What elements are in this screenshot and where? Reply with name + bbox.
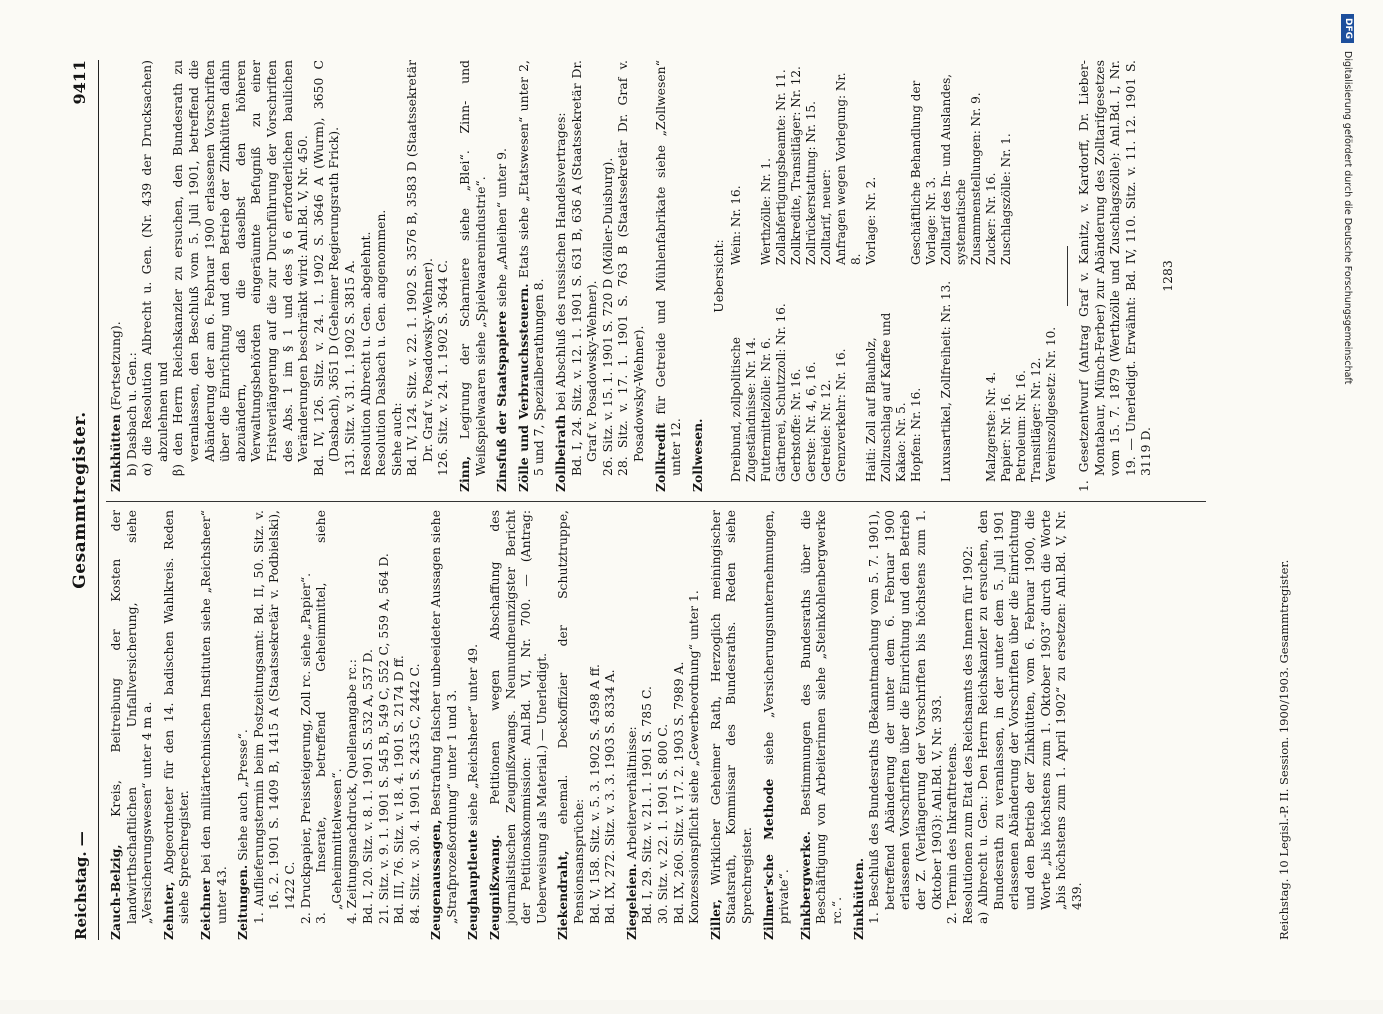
entry-text: Petitionen wegen Abschaffung des journalistischen Zeugnißzwangs. Neunundneunzigster Bericht der Petitionskommission: Anl.Bd. VI, Nr. 700. — (Antrag: Ueberweisung als Material.) — Unerledigt.: [487, 510, 549, 924]
right-entries: [108, 60, 705, 492]
overview-item: Zollrückerstattung: Nr. 15.: [803, 101, 818, 265]
right-entry: [516, 60, 547, 492]
overview-item: [1044, 60, 1059, 265]
overview-item: Zolltarif, neuer:: [818, 169, 833, 265]
right-entry: [690, 60, 706, 492]
entry-subitem: Bd. I, 29. Sitz. v. 21. 1. 1901 S. 785 C.: [639, 686, 655, 924]
entry-subitem: α) die Resolution Albrecht u. Gen. (Nr. 439 der Drucksachen) abzulehnen und: [139, 60, 170, 476]
entry-subitem: Resolutionen zum Etat des Reichsamts des Innern für 1902:: [959, 545, 975, 924]
entry-text: Siehe auch „Presse“.: [235, 729, 251, 861]
entry-keyword: Zinkhütten: [108, 414, 123, 492]
entry-keyword: Zeitungen.: [235, 864, 251, 940]
entry-subitem: 1. Beschluß des Bundesraths (Bekanntmachung vom 5. 7. 1901), betreffend Abänderung der unter dem 6. Februar 1900 erlassenen Vorschriften über die Einrichtung und den Betrieb der Z. (Verlängerung der Vorschriften bis höchstens zum 1. Oktober 1903): Anl.Bd. V, Nr. 393.: [866, 510, 944, 924]
overview-item: Papier: Nr. 16.: [998, 393, 1013, 482]
entry-keyword: Zollwesen.: [689, 418, 705, 492]
entry-subitem: β) den Herrn Reichskanzler zu ersuchen, den Bundesrath zu veranlassen, den Beschluß vom 5. Juli 1901, betreffend die Abänderung der am 6. Februar 1900 erlassenen Vorschriften über die Einrichtung und den Betrieb der Zinkhütten dahin abzuändern, daß die daselbst den höheren Verwaltungsbehörden eingeräumte Befugniß zu einer Fristverlängerung auf die zur Durchführung der Vorschriften des Abs. 1 im § 1 und des § 6 erforderlichen baulichen Veränderungen beschränkt wird: Anl.Bd. V, Nr. 450.: [170, 60, 311, 476]
entry-keyword: Zeugnißzwang.: [487, 834, 503, 940]
credit-text: Digitalisierung gefördert durch die Deutsche Forschungsgemeinschaft: [1342, 51, 1353, 385]
overview-item: Petroleum: Nr. 16.: [1013, 370, 1028, 482]
entry-subitem: Siehe auch:: [388, 402, 404, 476]
left-entry: [624, 510, 702, 940]
entry-keyword: Zehnter,: [160, 881, 176, 940]
left-entry: [708, 510, 755, 940]
entry-text: siehe „Reichsheer“ unter 49.: [465, 643, 481, 826]
overview-item: Anfragen wegen Vorlegung: Nr. 8.: [833, 72, 863, 265]
page-footer: Reichstag. 10 Legisl.-P. II. Session. 1900/1903. Gesammtregister.: [1277, 559, 1291, 940]
entry-keyword: Zinsfuß der Staatspapiere: [494, 311, 510, 492]
left-entry: [465, 510, 481, 940]
entry-keyword: Zillmer'sche Methode: [760, 778, 776, 940]
entry-subitem: a) Albrecht u. Gen.: Den Herrn Reichskanzler zu ersuchen, den Bundesrath zu veranlassen, in der unter dem 5. Juli 1901 erlassenen Abänderung der Vorschriften über die Einrichtung und den Betrieb der Zinkhütten, vom 6. Februar 1900, die Worte „bis höchstens zum 1. Oktober 1903“ durch die Worte „bis höchstens zum 1. April 1902“ zu ersetzen: Anl.Bd. V, Nr. 439.: [975, 510, 1084, 924]
left-column: [108, 510, 1090, 940]
entry-keyword: Ziekendraht,: [555, 850, 571, 940]
entry-text: bei den militärtechnischen Instituten siehe „Reichsheer“ unter 43.: [197, 510, 229, 924]
entry-text: bei Abschluß des russischen Handelsvertrages:: [553, 112, 569, 411]
numbered-entry: 1. Gesetzentwurf (Antrag Graf v. Kanitz, v. Kardorff, Dr. Lieber-Montabaur, Münch-Ferber) zur Abänderung des Zolltarifgesetzes vom 15. 7. 1879 (Werthzölle und Zuschlagszölle): Anl.Bd. I, Nr. 19. — Unerledigt. Erwähnt: Bd. IV, 110. Sitz. v. 11. 12. 1901 S. 3119 D.: [1075, 60, 1154, 492]
entry-text: Arbeiterverhältnisse:: [623, 726, 639, 860]
entry-subitem: Bd. I, 24. Sitz. v. 12. 1. 1901 S. 631 B, 636 A (Staatssekretär Dr. Graf v. Posadowsky-Wehner).: [568, 60, 600, 476]
left-entry: [555, 510, 617, 940]
overview-item: Luxusartikel, Zollfreiheit: Nr. 13.: [938, 280, 953, 482]
overview-item: Vorlage: Nr. 2.: [863, 176, 878, 265]
right-entry: [108, 60, 451, 492]
folio: 1283: [1159, 260, 1175, 292]
dfg-logo: DFG: [1341, 14, 1354, 43]
header-title: Gesammtregister.: [70, 411, 90, 589]
entry-keyword: Ziegeleien.: [623, 863, 639, 940]
entry-text: Etats siehe „Etatswesen“ unter 2, 5 und 7, Spezialberathungen 8.: [515, 60, 547, 476]
overview-item: Zollabfertigungsbeamte: Nr. 11.: [773, 69, 788, 265]
entry-keyword: Zauch-Belzig,: [108, 844, 123, 940]
entry-text: Abgeordneter für den 14. badischen Wahlkreis. Reden siehe Sprechregister.: [160, 510, 192, 924]
overview-item: Zuschlagszölle: Nr. 1.: [998, 133, 1013, 265]
left-entry: [761, 510, 792, 940]
entry-keyword: Zinkhütten.: [850, 857, 866, 940]
entry-subitem: Bd. IV, 124. Sitz. v. 22. 1. 1902 S. 3576 B, 3583 D (Staatssekretär Dr. Graf v. Posadowsky-Wehner).: [404, 60, 435, 476]
entry-subitem: 126. Sitz. v. 24. 1. 1902 S. 3644 C.: [435, 259, 451, 476]
digitization-credit: [1336, 0, 1358, 1014]
entry-subitem: 2. Druckpapier, Preissteigerung, Zoll rc. siehe „Papier“.: [297, 572, 313, 924]
entry-text: Bestrafung falscher unbeeideter Aussagen siehe „Strafprozeßordnung“ unter 1 und 3.: [428, 510, 459, 924]
entry-subitem: 30. Sitz. v. 22. 1. 1901 S. 800 C.: [655, 723, 670, 924]
page-number: 9411: [70, 60, 89, 105]
entry-keyword: Zeugenaussagen,: [428, 819, 444, 940]
entry-text: Wirklicher Geheimer Rath, Herzoglich meiningischer Staatsrath, Kommissar des Bundesraths. Reden siehe Sprechregister.: [707, 510, 754, 924]
left-entry: [487, 510, 549, 940]
separator-rule: [1067, 246, 1068, 306]
overview-item: Geschäftliche Behandlung der Vorlage: Nr. 3.: [908, 80, 938, 265]
overview-item: Wein: Nr. 16.: [728, 185, 743, 265]
entry-text: siehe „Versicherungsunternehmungen, private“.: [760, 510, 792, 924]
overview-item: Zollkredite, Transitläger: Nr. 12.: [788, 66, 803, 265]
overview-item: Werthzölle: Nr. 1.: [758, 158, 773, 265]
entry-subitem: 2. Termin des Inkrafttretens.: [944, 742, 960, 924]
entry-keyword: Zeughauptleute: [465, 829, 481, 940]
overview-item: Transitläger: Nr. 12.: [1028, 357, 1043, 482]
entry-text: Bestimmungen des Bundesraths über die Beschäftigung von Arbeiterinnen siehe „Steinkohlenbergwerke rc.“.: [797, 510, 844, 924]
entry-keyword: Zeichner: [197, 878, 213, 940]
entry-text: (Fortsetzung).: [108, 321, 123, 411]
overview-item: Zucker: Nr. 16.: [983, 172, 998, 265]
overview-item: [1014, 60, 1029, 265]
right-column: [108, 60, 1178, 492]
entry-text: siehe „Anleihen“ unter 9.: [494, 148, 510, 308]
entry-subitem: 21. Sitz. v. 9. 1. 1901 S. 545 B, 549 C, 552 C, 559 A, 564 D.: [375, 553, 391, 924]
right-entry: [457, 60, 488, 492]
entry-keyword: Ziller,: [707, 899, 723, 940]
entry-subitem: Bd. V, 158. Sitz. v. 5. 3. 1902 S. 4598 A ff.: [586, 664, 602, 924]
overview-item: [1029, 60, 1044, 265]
entry-keyword: Zollkredit: [652, 423, 668, 492]
entry-subitem: Bd. IX, 260. Sitz. v. 17. 2. 1903 S. 7989 A.: [670, 661, 686, 924]
left-entry: [428, 510, 459, 940]
right-entry: [553, 60, 647, 492]
entry-subitem: 1. Auflieferungstermin beim Postzeitungsamt: Bd. II, 50. Sitz. v. 16. 2. 1901 S. 1409 B, 1415 A (Staatssekretär v. Podbielski), 1422 C.: [250, 510, 297, 924]
left-entry: [198, 510, 229, 940]
overview-item: Grenzverkehr: Nr. 16.: [833, 348, 848, 482]
entry-subitem: Bd. IX, 272. Sitz. v. 3. 3. 1903 S. 8334 A.: [602, 669, 618, 924]
entry-subitem: 26. Sitz. v. 15. 1. 1901 S. 720 D (Möller-Duisburg).: [599, 157, 615, 476]
overview-item: Vereinszollgesetz: Nr. 10.: [1043, 326, 1058, 482]
entry-subitem: Bd. IV, 126. Sitz. v. 24. 1. 1902 S. 3646 A (Wurm), 3650 C (Dasbach), 3651 D (Geheimer Regierungsrath Frick).: [310, 60, 342, 476]
entry-keyword: Zollbeirath: [553, 414, 569, 492]
overview-item: Haiti: Zoll auf Blauholz, Zollzuschlag auf Kaffee und Kakao: Nr. 5.: [863, 312, 908, 482]
entry-keyword: Zölle und Verbrauchssteuern.: [515, 283, 531, 492]
entry-text: für Getreide und Mühlenfabrikate siehe „Zollwesen“ unter 12.: [652, 60, 684, 476]
overview-title: Uebersicht:: [711, 239, 727, 313]
entry-subitem: 28. Sitz. v. 17. 1. 1901 S. 763 B (Staatssekretär Dr. Graf v. Posadowsky-Wehner).: [615, 60, 646, 476]
entry-keyword: Zinkbergwerke.: [797, 831, 813, 940]
entry-text: ehemal. Deckoffizier der Schutztruppe, Pensionsansprüche:: [555, 510, 587, 924]
overview-item: Hopfen: Nr. 16.: [908, 387, 923, 482]
entry-subitem: Resolution Dasbach u. Gen. angenommen.: [373, 209, 389, 476]
overview-item: Gärtnerei, Schutzzoll: Nr. 16.: [773, 303, 788, 482]
entry-subitem: b) Dasbach u. Gen.:: [123, 352, 139, 476]
left-entry: [235, 510, 422, 940]
entry-subitem: Konzessionspflicht siehe „Gewerbeordnung“ unter 1.: [686, 590, 702, 924]
entry-keyword: Zinn,: [457, 455, 473, 492]
overview-item: Zolltarif des In- und Auslandes, systematische Zusammenstellungen: Nr. 9.: [938, 73, 983, 265]
entry-subitem: Bd. I, 20. Sitz. v. 8. 1. 1901 S. 532 A, 537 D.: [359, 649, 375, 924]
entry-subitem: 3. Inserate, betreffend Geheimmittel, siehe „Geheimmittelwesen“.: [313, 510, 344, 924]
left-entry: [108, 510, 155, 940]
overview-item: Futtermittelzölle: Nr. 6.: [758, 337, 773, 482]
entry-subitem: 4. Zeitungsnachdruck, Quellenangabe rc.:: [344, 659, 360, 924]
right-entry: [653, 60, 684, 492]
entry-subitem: 131. Sitz. v. 31. 1. 1902 S. 3815 A.: [341, 260, 357, 476]
left-entry: [851, 510, 1085, 940]
entry-text: Kreis, Beitreibung der Kosten der landwirthschaftlichen Unfallversicherung, siehe „Versicherungswesen“ unter 4 m a.: [108, 510, 155, 924]
overview-item: Gerbstoffe: Nr. 16.: [788, 368, 803, 482]
column-divider: [106, 501, 1206, 502]
page-header: [58, 60, 99, 940]
overview-item: Getreide: Nr. 12.: [818, 379, 833, 482]
entry-subitem: 84. Sitz. v. 30. 4. 1901 S. 2435 C, 2442 C.: [406, 663, 422, 924]
overview-item: Gerste: Nr. 4, 6, 16.: [803, 361, 818, 482]
entry-text: Legirung der Scharniere siehe „Blei“. Zinn- und Weißspielwaaren siehe „Spielwaarenindustrie“.: [457, 60, 488, 476]
overview-grid: [729, 60, 1059, 482]
entry-subitem: Bd. III, 76. Sitz. v. 18. 4. 1901 S. 2174 D ff.: [391, 655, 407, 924]
overview-item: Malzgerste: Nr. 4.: [983, 371, 998, 482]
left-entry: [161, 510, 192, 940]
overview-item: Dreibund, zollpolitische Zugeständnisse: Nr. 14.: [728, 337, 758, 482]
entry-subitem: Resolution Albrecht u. Gen. abgelehnt.: [357, 231, 373, 476]
header-left: Reichstag. —: [72, 831, 90, 940]
right-entry: [494, 60, 510, 492]
left-entry: [798, 510, 845, 940]
